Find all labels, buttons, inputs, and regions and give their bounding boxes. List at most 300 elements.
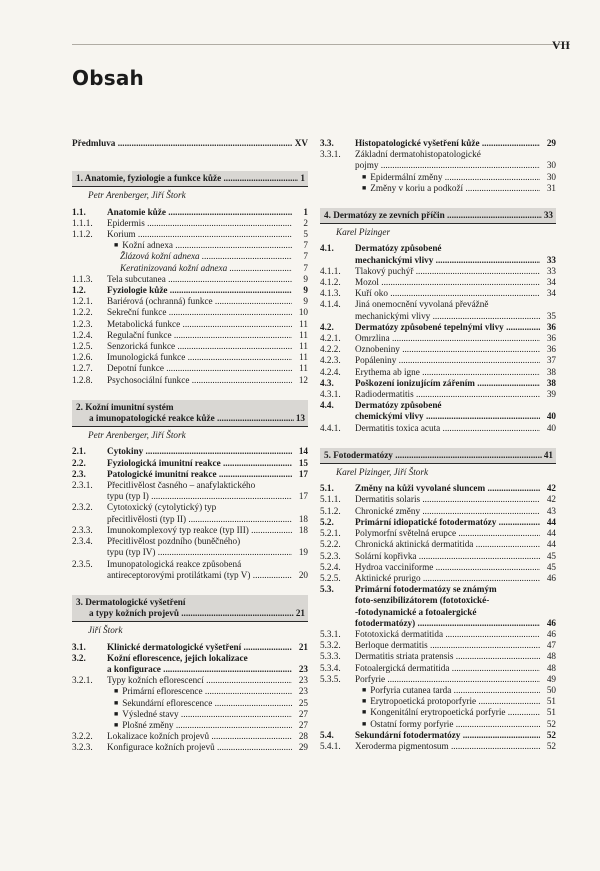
entry-text — [107, 642, 308, 653]
toc-entry — [72, 698, 308, 709]
toc-entry — [320, 584, 556, 629]
toc-entry — [320, 629, 556, 640]
entry-line: Tela subcutanea ..... — [107, 274, 292, 285]
entry-line: ■ Primární eflorescence ..... — [114, 686, 292, 697]
entry-page: 10 — [298, 307, 308, 318]
page-title: Obsah — [72, 66, 144, 90]
bullet-icon: ■ — [362, 719, 367, 728]
entry-text — [107, 469, 308, 480]
entry-line: Imunologická funkce ..... — [107, 352, 292, 363]
entry-page: 9 — [303, 296, 308, 307]
entry-text — [355, 730, 556, 741]
entry-line: Psychosociální funkce ..... — [107, 375, 292, 386]
toc-entry — [320, 277, 556, 288]
chapter-authors: Jiří Štork — [88, 625, 123, 636]
entry-line: Cytotoxický (cytolytický) typ — [107, 502, 217, 513]
entry-line: ■ Kongenitální erytropoetická porfyrie ..... — [362, 707, 540, 718]
chapter-title-line: 2. Kožní imunitní systém — [76, 401, 174, 412]
entry-page: 51 — [546, 696, 556, 707]
entry-text — [107, 229, 308, 240]
toc-entry — [320, 573, 556, 584]
entry-page: 30 — [546, 171, 556, 182]
entry-line: Solární kopřivka ..... — [355, 551, 540, 562]
chapter-title-line: 4. Dermatózy ze zevních příčin ..... — [324, 210, 553, 221]
toc-entry — [72, 375, 308, 386]
entry-page: 7 — [303, 262, 308, 273]
entry-line: Dermatitis toxica acuta ..... — [355, 423, 540, 434]
entry-line: mechanickými vlivy ..... — [355, 311, 540, 322]
toc-entry — [72, 742, 308, 753]
toc-entry — [320, 400, 556, 422]
entry-line: ■ Výsledné stavy ..... — [114, 709, 292, 720]
entry-number: 5.1.1. — [320, 494, 341, 505]
entry-page: 27 — [298, 719, 308, 730]
entry-page: 23 — [298, 663, 308, 674]
entry-page: 20 — [298, 569, 308, 580]
entry-line: Cytokiny ..... — [107, 446, 292, 457]
entry-text — [362, 183, 556, 194]
entry-page: 9 — [303, 285, 308, 296]
entry-page: 15 — [298, 457, 308, 468]
toc-entry — [320, 494, 556, 505]
entry-page: 44 — [546, 539, 556, 550]
entry-text — [355, 389, 556, 400]
entry-line: Bariérová (ochranná) funkce ..... — [107, 296, 292, 307]
entry-text — [355, 277, 556, 288]
toc-entry — [72, 251, 308, 262]
chapter-header — [72, 595, 308, 622]
entry-line: ■ Plošné změny ..... — [114, 720, 292, 731]
entry-number: 3.3.1. — [320, 149, 341, 160]
entry-text — [107, 559, 308, 581]
entry-line: Patologické imunitní reakce ..... — [107, 469, 292, 480]
entry-number: 1.2.2. — [72, 307, 93, 318]
entry-line: Přecitlivělost pozdního (buněčného) — [107, 536, 241, 547]
entry-text — [355, 506, 556, 517]
toc-entry — [320, 562, 556, 573]
entry-line: typu (typ I) ..... — [107, 491, 292, 502]
entry-text — [355, 674, 556, 685]
toc-entry — [72, 653, 308, 675]
entry-line: Porfyrie ..... — [355, 674, 540, 685]
entry-page: 36 — [546, 321, 556, 332]
toc-entry — [320, 685, 556, 696]
entry-number: 2.3.5. — [72, 558, 93, 569]
entry-line: Depotní funkce ..... — [107, 363, 292, 374]
bullet-icon: ■ — [362, 183, 367, 192]
toc-entry — [72, 330, 308, 341]
entry-line: Přecitlivělost časného – anafylaktického — [107, 480, 256, 491]
entry-number: 3.3. — [320, 138, 334, 148]
entry-line: a konfigurace ..... — [107, 664, 292, 675]
toc-entry — [320, 741, 556, 752]
entry-text — [355, 367, 556, 378]
toc-right-column — [320, 138, 556, 752]
entry-number: 4.1.4. — [320, 299, 341, 310]
entry-text — [114, 240, 308, 251]
entry-text — [355, 539, 556, 550]
entry-number: 5.3.5. — [320, 673, 341, 684]
entry-line: Typy kožních eflorescencí ..... — [107, 675, 292, 686]
entry-line: antireceptorovými protilátkami (typ V) ..... — [107, 570, 292, 581]
entry-text — [107, 296, 308, 307]
entry-page: 40 — [546, 422, 556, 433]
entry-number: 1.2. — [72, 285, 86, 296]
entry-number: 5.2.2. — [320, 539, 341, 550]
entry-number: 4.4.1. — [320, 422, 341, 433]
entry-text — [362, 172, 556, 183]
entry-line: Konfigurace kožních projevů ..... — [107, 742, 292, 753]
entry-number: 4.4. — [320, 400, 334, 411]
toc-entry — [320, 288, 556, 299]
toc-entry — [320, 506, 556, 517]
entry-text — [107, 742, 308, 753]
entry-page: 18 — [298, 524, 308, 535]
entry-number: 3.2.1. — [72, 675, 93, 686]
entry-line: Dermatózy způsobené — [355, 400, 442, 411]
chapter-title-line: 3. Dermatologické vyšetření — [76, 596, 186, 607]
entry-line: Histopatologické vyšetření kůže ..... — [355, 138, 540, 149]
entry-page: 30 — [546, 160, 556, 171]
entry-page: 33 — [546, 265, 556, 276]
entry-page: 46 — [546, 572, 556, 583]
toc-entry — [320, 730, 556, 741]
entry-number: 1.2.7. — [72, 363, 93, 374]
entry-page: 7 — [303, 251, 308, 262]
entry-page: 18 — [298, 513, 308, 524]
entry-page: 17 — [298, 491, 308, 502]
toc-entry — [72, 207, 308, 218]
entry-line: Fyziologie kůže ..... — [107, 285, 292, 296]
toc-entry — [72, 240, 308, 251]
entry-line: Chronická aktinická dermatitida ..... — [355, 539, 540, 550]
toc-entry — [72, 720, 308, 731]
entry-page: 5 — [303, 229, 308, 240]
entry-text — [355, 629, 556, 640]
entry-number: 5.4. — [320, 729, 334, 740]
entry-line: Imunokomplexový typ reakce (typ III) ..... — [107, 525, 292, 536]
entry-text — [107, 446, 308, 457]
entry-text — [107, 218, 308, 229]
bullet-icon: ■ — [114, 241, 119, 250]
chapter-page: 33 — [543, 210, 553, 221]
chapter-title-line: 5. Fotodermatózy ..... — [324, 450, 553, 461]
toc-entry — [72, 480, 308, 502]
entry-line: Omrzlina ..... — [355, 333, 540, 344]
entry-line: Lokalizace kožních projevů ..... — [107, 731, 292, 742]
toc-entry — [320, 483, 556, 494]
entry-text — [355, 423, 556, 434]
entry-number: 4.3.1. — [320, 389, 341, 400]
entry-number: 5.2.3. — [320, 550, 341, 561]
entry-number: 5.3.4. — [320, 662, 341, 673]
toc-entry — [72, 296, 308, 307]
toc-entry — [72, 229, 308, 240]
entry-line: ■ Erytropoetická protoporfyrie ..... — [362, 696, 540, 707]
entry-text — [107, 480, 308, 502]
preface-page: XV — [294, 138, 308, 148]
entry-line: Tlakový puchýř ..... — [355, 266, 540, 277]
entry-line: Poškození ionizujícím zářením ..... — [355, 378, 540, 389]
entry-page: 42 — [546, 494, 556, 505]
entry-line: mechanickými vlivy ..... — [355, 255, 540, 266]
entry-text — [355, 322, 556, 333]
entry-line: Oznobeniny ..... — [355, 344, 540, 355]
toc-entry — [320, 299, 556, 321]
toc-entry — [72, 502, 308, 524]
entry-text — [114, 698, 308, 709]
entry-page: 45 — [546, 561, 556, 572]
entry-number: 4.1. — [320, 243, 334, 254]
header-rule — [72, 44, 570, 45]
entry-line: Sekundární fotodermatózy ..... — [355, 730, 540, 741]
entry-number: 3.2.2. — [72, 731, 93, 742]
entry-text — [114, 720, 308, 731]
entry-number: 4.3. — [320, 377, 334, 388]
entry-number: 2.3.2. — [72, 502, 93, 513]
entry-text — [107, 274, 308, 285]
entry-text — [107, 525, 308, 536]
entry-text — [362, 707, 556, 718]
toc-entry — [72, 319, 308, 330]
entry-line: Chronické změny ..... — [355, 506, 540, 517]
toc-entry — [72, 469, 308, 480]
entry-page: 45 — [546, 550, 556, 561]
chapter-authors: Petr Arenberger, Jiří Štork — [88, 190, 186, 201]
entry-text — [107, 341, 308, 352]
chapter-page: 21 — [295, 608, 305, 619]
entry-number: 2.3.1. — [72, 480, 93, 491]
entry-number: 1.2.5. — [72, 341, 93, 352]
toc-entry — [72, 642, 308, 653]
entry-line: Dermatózy způsobené tepelnými vlivy ..... — [355, 322, 540, 333]
entry-page: 39 — [546, 389, 556, 400]
chapter-title-line: 1. Anatomie, fyziologie a funkce kůže ..... — [76, 173, 305, 184]
entry-page: 11 — [299, 352, 308, 363]
toc-entry — [72, 525, 308, 536]
entry-line: Kožní eflorescence, jejich lokalizace — [107, 652, 248, 663]
bullet-icon: ■ — [362, 697, 367, 706]
toc-entry — [320, 707, 556, 718]
entry-number: 5.4.1. — [320, 740, 341, 751]
entry-line: foto-senzibilizátorem (fototoxické- — [355, 595, 490, 606]
toc-entry — [320, 243, 556, 265]
entry-line: Klinické dermatologické vyšetření ..... — [107, 642, 292, 653]
toc-entry — [320, 389, 556, 400]
entry-line: Popáleniny ..... — [355, 355, 540, 366]
entry-number: 3.1. — [72, 641, 86, 652]
entry-text — [355, 528, 556, 539]
entry-line: Aktinické prurigo ..... — [355, 573, 540, 584]
entry-text — [355, 483, 556, 494]
entry-page: 11 — [299, 318, 308, 329]
entry-number: 4.1.3. — [320, 288, 341, 299]
toc-entry — [320, 183, 556, 194]
entry-text — [355, 651, 556, 662]
entry-line: ■ Změny v koriu a podkoží ..... — [362, 183, 540, 194]
entry-number: 1.1.2. — [72, 229, 93, 240]
entry-page: 34 — [546, 288, 556, 299]
entry-page: 50 — [546, 684, 556, 695]
entry-text — [355, 266, 556, 277]
entry-line: Jiná onemocnění vyvolaná převážně — [355, 299, 489, 310]
entry-text — [355, 138, 556, 149]
entry-text — [107, 207, 308, 218]
entry-page: 17 — [298, 468, 308, 479]
chapter-header — [320, 448, 556, 464]
entry-text — [355, 494, 556, 505]
entry-text — [107, 675, 308, 686]
toc-entry — [320, 138, 556, 149]
entry-text — [355, 355, 556, 366]
entry-page: 49 — [546, 673, 556, 684]
entry-number: 4.2.2. — [320, 344, 341, 355]
toc-entry — [72, 274, 308, 285]
entry-page: 25 — [298, 697, 308, 708]
toc-entry — [320, 172, 556, 183]
entry-number: 2.2. — [72, 457, 86, 468]
entry-page: 31 — [546, 182, 556, 193]
entry-page: 51 — [546, 707, 556, 718]
entry-line: fotodermatózy) ..... — [355, 618, 540, 629]
entry-number: 2.1. — [72, 446, 86, 457]
entry-line: Polymorfní světelná erupce ..... — [355, 528, 540, 539]
entry-line: Fyziologická imunitní reakce ..... — [107, 458, 292, 469]
entry-number: 4.1.2. — [320, 277, 341, 288]
entry-text — [107, 352, 308, 363]
entry-line: Primární fotodermatózy se známým — [355, 584, 497, 595]
entry-text — [107, 502, 308, 524]
entry-number: 4.2.3. — [320, 355, 341, 366]
entry-line: Dermatitis striata pratensis ..... — [355, 651, 540, 662]
entry-text — [120, 263, 308, 274]
entry-text — [355, 663, 556, 674]
entry-text — [362, 719, 556, 730]
toc-entry — [72, 709, 308, 720]
entry-text — [107, 363, 308, 374]
entry-text — [355, 741, 556, 752]
entry-page: 44 — [546, 516, 556, 527]
entry-page: 11 — [299, 329, 308, 340]
entry-page: 23 — [298, 686, 308, 697]
entry-page: 12 — [298, 374, 308, 385]
entry-number: 5.3.2. — [320, 640, 341, 651]
bullet-icon: ■ — [362, 685, 367, 694]
entry-page: 48 — [546, 662, 556, 673]
entry-number: 1.1. — [72, 206, 86, 217]
entry-line: Primární idiopatické fotodermatózy ..... — [355, 517, 540, 528]
toc-entry — [72, 446, 308, 457]
entry-line: ■ Porfyria cutanea tarda ..... — [362, 685, 540, 696]
chapter-header — [72, 400, 308, 427]
entry-number: 1.1.3. — [72, 273, 93, 284]
entry-page: 29 — [546, 138, 556, 148]
entry-page: 52 — [546, 729, 556, 740]
entry-line: Změny na kůži vyvolané sluncem ..... — [355, 483, 540, 494]
toc-entry — [320, 674, 556, 685]
preface-entry — [72, 138, 308, 149]
entry-page: 38 — [546, 366, 556, 377]
entry-number: 1.1.1. — [72, 217, 93, 228]
entry-line: Dermatózy způsobené — [355, 243, 442, 254]
entry-text — [362, 696, 556, 707]
entry-number: 5.1. — [320, 483, 334, 494]
entry-number: 5.2.5. — [320, 572, 341, 583]
entry-line: Korium ..... — [107, 229, 292, 240]
toc-entry — [72, 686, 308, 697]
entry-page: 52 — [546, 718, 556, 729]
chapter-title-line: a typy kožních projevů ..... — [76, 608, 305, 619]
entry-text — [355, 562, 556, 573]
entry-line: Radiodermatitis ..... — [355, 389, 540, 400]
toc-entry — [72, 285, 308, 296]
entry-page: 35 — [546, 310, 556, 321]
entry-text — [355, 378, 556, 389]
entry-line: Metabolická funkce ..... — [107, 319, 292, 330]
entry-text — [355, 243, 556, 265]
entry-text — [107, 458, 308, 469]
toc-entry — [72, 218, 308, 229]
chapter-page: 13 — [295, 413, 305, 424]
toc-entry — [320, 640, 556, 651]
entry-page: 7 — [303, 240, 308, 251]
toc-entry — [72, 352, 308, 363]
entry-text — [355, 640, 556, 651]
preface-label: Předmluva ..... — [72, 138, 292, 149]
bullet-icon: ■ — [114, 687, 119, 696]
bullet-icon: ■ — [114, 709, 119, 718]
entry-page: 2 — [303, 217, 308, 228]
entry-page: 47 — [546, 640, 556, 651]
toc-entry — [72, 675, 308, 686]
entry-line: -fotodynamické a fotoalergické — [355, 606, 477, 617]
chapter-page: 41 — [543, 449, 553, 460]
entry-line: Keratinizovaná kožní adnexa ..... — [120, 263, 292, 274]
entry-page: 11 — [299, 341, 308, 352]
entry-page: 21 — [298, 641, 308, 652]
bullet-icon: ■ — [362, 708, 367, 717]
entry-line: ■ Sekundární eflorescence ..... — [114, 698, 292, 709]
toc-entry — [320, 696, 556, 707]
entry-line: Hydroa vacciniforme ..... — [355, 562, 540, 573]
entry-text — [107, 375, 308, 386]
entry-text — [355, 573, 556, 584]
toc-entry — [320, 149, 556, 171]
entry-text — [355, 400, 556, 422]
entry-page: 29 — [298, 742, 308, 753]
chapter-title-line: a imunopatologické reakce kůže ..... — [76, 413, 305, 424]
entry-line: Xeroderma pigmentosum ..... — [355, 741, 540, 752]
entry-number: 4.2. — [320, 321, 334, 332]
entry-line: Senzorická funkce ..... — [107, 341, 292, 352]
entry-line: ■ Epidermální změny ..... — [362, 172, 540, 183]
chapter-header — [320, 208, 556, 224]
entry-line: chemickými vlivy ..... — [355, 411, 540, 422]
entry-number: 4.1.1. — [320, 265, 341, 276]
bullet-icon: ■ — [362, 172, 367, 181]
entry-line: Dermatitis solaris ..... — [355, 494, 540, 505]
entry-page: 42 — [546, 483, 556, 494]
toc-entry — [72, 559, 308, 581]
entry-number: 4.2.1. — [320, 333, 341, 344]
entry-text — [355, 288, 556, 299]
chapter-header — [72, 171, 308, 187]
entry-text — [107, 285, 308, 296]
entry-number: 1.2.4. — [72, 329, 93, 340]
entry-text — [362, 685, 556, 696]
chapter-page: 1 — [300, 173, 305, 184]
entry-page: 23 — [298, 675, 308, 686]
